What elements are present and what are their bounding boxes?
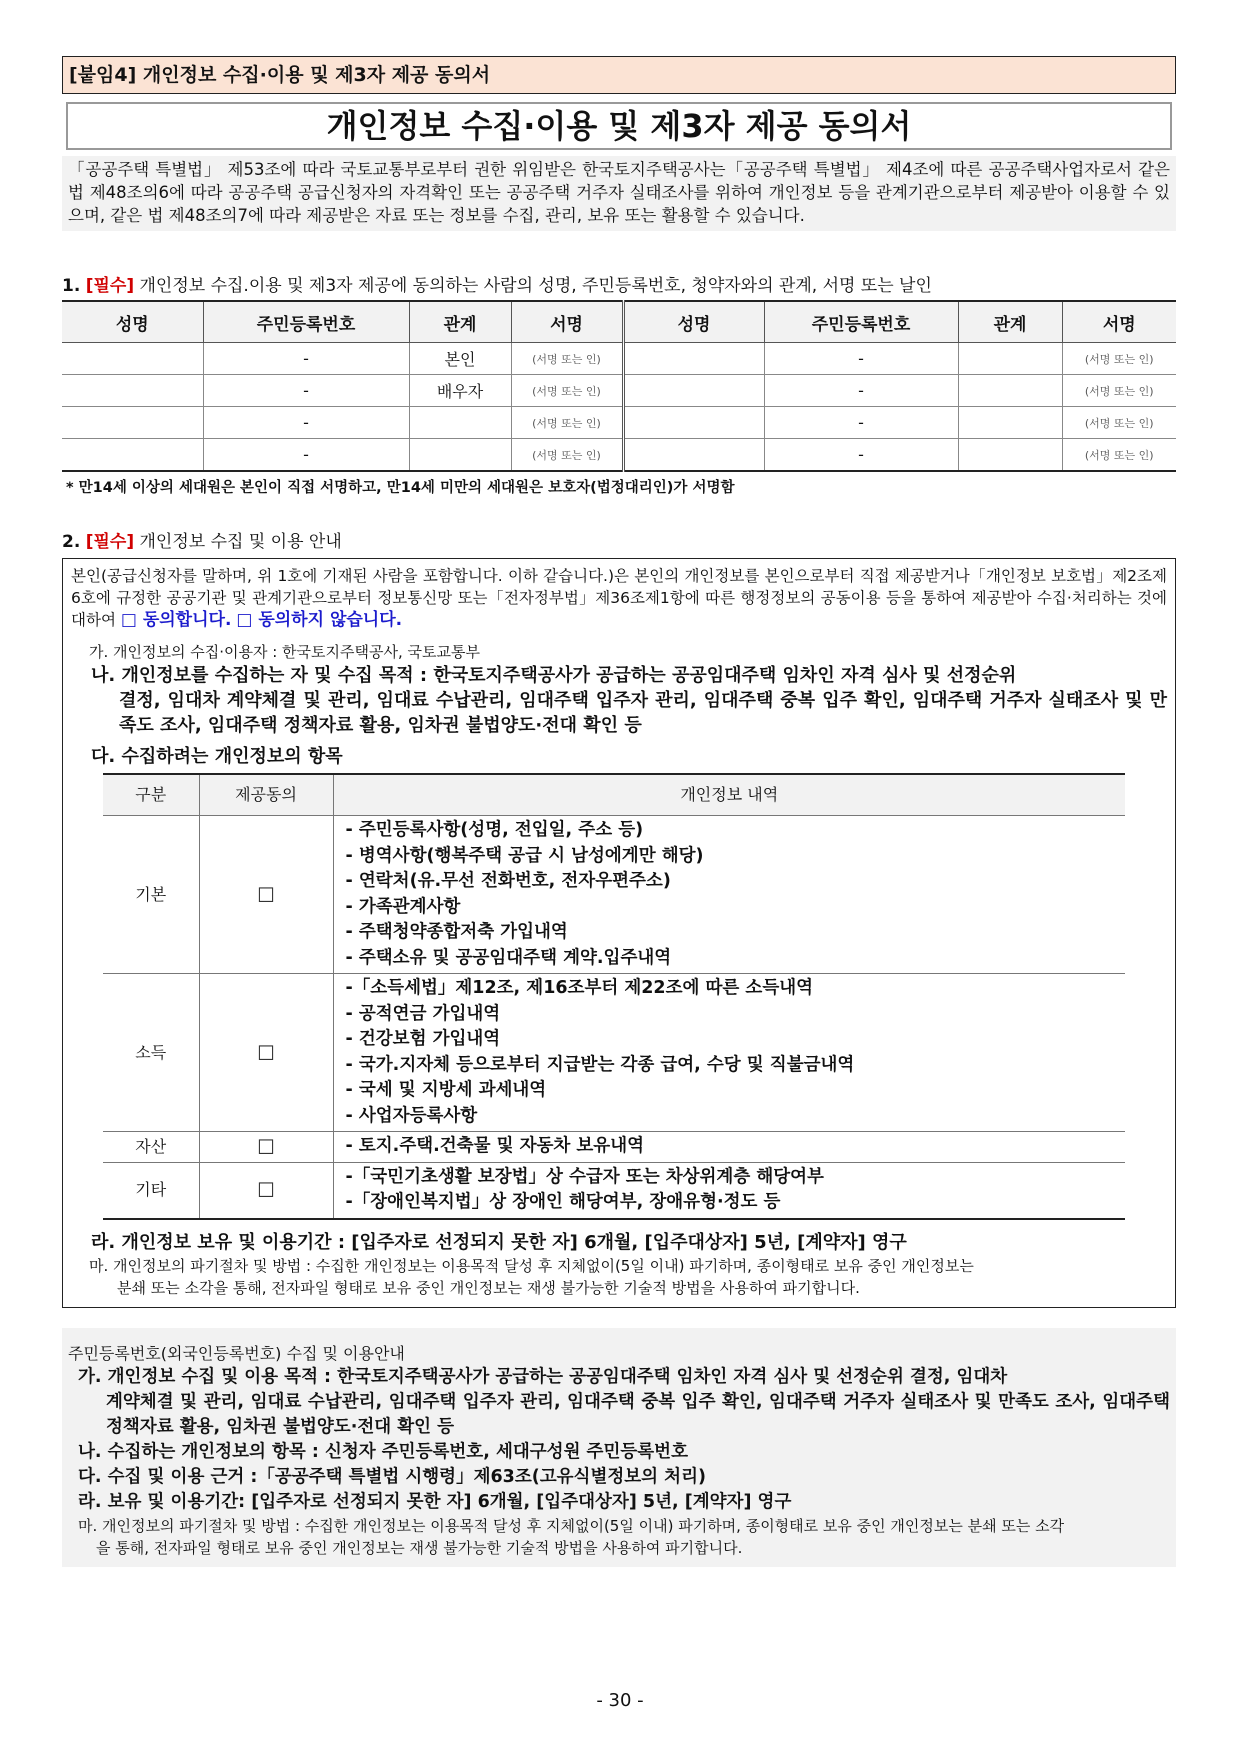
details-cell xyxy=(333,1132,1125,1163)
item-ma-cont: 분쇄 또는 소각을 통해, 전자파일 형태로 보유 중인 개인정보는 재생 불가능한 기술적 방법을 사용하여 파기합니다. xyxy=(117,1278,860,1297)
intro-paragraph: 「공공주택 특별법」 제53조에 따라 국토교통부로부터 권한 위임받은 한국토지주택공사는「공공주택 특별법」 제4조에 따른 공공주택사업자로서 같은 법 제48조의6에 따라 공공주택 공급신청자의 자격확인 또는 공공주택 거주자 실태조사를 위하여 개인정보 등을 관계기관으로부터 제공받아 이용할 수 있으며, 같은 법 제48조의7에 따라 제공받은 자료 또는 정보를 수집, 관리, 보유 또는 활용할 수 있습니다. xyxy=(62,156,1176,231)
document-title: 개인정보 수집·이용 및 제3자 제공 동의서 xyxy=(66,102,1172,150)
section1-number: 1. xyxy=(62,276,81,296)
s3-item-ra: 라. 보유 및 이용기간: [입주자로 선정되지 못한 자] 6개월, [입주대상자] 5년, [계약자] 영구 xyxy=(78,1491,792,1512)
s3-item-ma xyxy=(68,1515,1170,1559)
signature-table xyxy=(62,300,1176,472)
sign-cell[interactable]: (서명 또는 인) xyxy=(1062,439,1176,472)
table-row xyxy=(62,343,1176,375)
relation-cell[interactable] xyxy=(409,407,511,439)
list-item: - 주택소유 및 공공임대주택 계약.입주내역 xyxy=(345,947,672,968)
col-name: 성명 xyxy=(623,301,764,343)
item-ra: 라. 개인정보 보유 및 이용기간 : [입주자로 선정되지 못한 자] 6개월, [입주대상자] 5년, [계약자] 영구 xyxy=(91,1231,907,1253)
item-ga: 가. 개인정보의 수집·이용자 : 한국토지주택공사, 국토교통부 xyxy=(89,643,480,661)
item-na xyxy=(71,663,1167,738)
col-consent: 제공동의 xyxy=(199,774,333,816)
list-item: - 사업자등록사항 xyxy=(345,1105,478,1126)
id-cell[interactable]: - xyxy=(203,343,409,375)
consent-box xyxy=(62,558,1176,1308)
id-cell[interactable]: - xyxy=(203,375,409,407)
attachment-tag: [붙임4] 개인정보 수집·이용 및 제3자 제공 동의서 xyxy=(62,56,1176,94)
relation-cell[interactable] xyxy=(958,439,1062,472)
col-relation: 관계 xyxy=(958,301,1062,343)
table-row xyxy=(62,439,1176,472)
col-sign: 서명 xyxy=(1062,301,1176,343)
consent-text: 본인(공급신청자를 말하며, 위 1호에 기재된 사람을 포함합니다. 이하 같습니다.)은 본인의 개인정보를 본인으로부터 직접 제공받거나「개인정보 보호법」제2조제6호에 규정한 공공기관 및 관계기관으로부터 정보통신망 또는「전자정부법」제36조제1항에 따른 행정정보의 공동이용 등을 통하여 제공받아 수집·처리하는 것에 대하여 xyxy=(71,567,1167,629)
consent-checkbox[interactable]: ☐ xyxy=(199,974,333,1132)
id-cell[interactable]: - xyxy=(764,375,958,407)
resident-number-box xyxy=(62,1328,1176,1567)
section1-required: [필수] xyxy=(85,276,135,296)
list-item: - 주택청약종합저축 가입내역 xyxy=(345,922,568,942)
section1-text: 개인정보 수집.이용 및 제3자 제공에 동의하는 사람의 성명, 주민등록번호, 청약자와의 관계, 서명 또는 날인 xyxy=(139,276,932,296)
table-row xyxy=(62,407,1176,439)
name-cell[interactable] xyxy=(62,439,203,472)
table-row xyxy=(103,816,1125,974)
consent-paragraph xyxy=(71,565,1167,631)
name-cell[interactable] xyxy=(62,375,203,407)
list-item: - 주민등록사항(성명, 전입일, 주소 등) xyxy=(345,820,644,840)
name-cell[interactable] xyxy=(623,439,764,472)
table-row xyxy=(103,974,1125,1132)
sign-cell[interactable]: (서명 또는 인) xyxy=(511,343,623,375)
details-cell xyxy=(333,1162,1125,1219)
s3-ga-head: 가. 개인정보 수집 및 이용 목적 : 한국토지주택공사가 공급하는 공공임대주택 임차인 자격 심사 및 선정순위 결정, 임대차 xyxy=(78,1366,1008,1387)
list-item: - 공적연금 가입내역 xyxy=(345,1003,501,1024)
id-cell[interactable]: - xyxy=(203,407,409,439)
name-cell[interactable] xyxy=(623,407,764,439)
s3-ma-head: 마. 개인정보의 파기절차 및 방법 : 수집한 개인정보는 이용목적 달성 후 지체없이(5일 이내) 파기하며, 종이형태로 보유 중인 개인정보는 분쇄 또는 소각 xyxy=(78,1516,1065,1535)
item-ma-head: 마. 개인정보의 파기절차 및 방법 : 수집한 개인정보는 이용목적 달성 후 지체없이(5일 이내) 파기하며, 종이형태로 보유 중인 개인정보는 xyxy=(89,1256,974,1275)
sign-cell[interactable]: (서명 또는 인) xyxy=(511,407,623,439)
section3-title: 주민등록번호(외국인등록번호) 수집 및 이용안내 xyxy=(68,1343,405,1363)
col-category: 구분 xyxy=(103,774,199,816)
category-cell: 자산 xyxy=(103,1132,199,1163)
s3-item-na: 나. 수집하는 개인정보의 항목 : 신청자 주민등록번호, 세대구성원 주민등록번호 xyxy=(78,1441,688,1462)
sign-cell[interactable]: (서명 또는 인) xyxy=(1062,343,1176,375)
document-page xyxy=(62,56,1176,1567)
s3-item-ga xyxy=(68,1365,1170,1440)
sign-cell[interactable]: (서명 또는 인) xyxy=(511,375,623,407)
item-ma xyxy=(71,1255,1167,1299)
col-id: 주민등록번호 xyxy=(764,301,958,343)
list-item: -「소득세법」제12조, 제16조부터 제22조에 따른 소득내역 xyxy=(345,978,814,998)
list-item: - 병역사항(행복주택 공급 시 남성에게만 해당) xyxy=(345,845,704,866)
relation-cell[interactable] xyxy=(958,375,1062,407)
item-na-head: 나. 개인정보를 수집하는 자 및 수집 목적 : 한국토지주택공사가 공급하는 공공임대주택 임차인 자격 심사 및 선정순위 xyxy=(91,665,1017,686)
consent-checkbox[interactable]: ☐ xyxy=(199,1162,333,1219)
details-cell xyxy=(333,974,1125,1132)
col-relation: 관계 xyxy=(409,301,511,343)
item-na-cont: 결정, 임대차 계약체결 및 관리, 임대료 수납관리, 임대주택 입주자 관리, 임대주택 중복 입주 확인, 임대주택 거주자 실태조사 및 만족도 조사, 임대주택 정책자료 활용, 임차권 불법양도·전대 확인 등 xyxy=(119,690,1167,736)
list-item: - 토지.주택.건축물 및 자동차 보유내역 xyxy=(345,1136,645,1156)
category-cell: 기타 xyxy=(103,1162,199,1219)
signature-header-row xyxy=(62,301,1176,343)
name-cell[interactable] xyxy=(623,375,764,407)
sign-cell[interactable]: (서명 또는 인) xyxy=(1062,407,1176,439)
section2-text: 개인정보 수집 및 이용 안내 xyxy=(139,532,342,552)
name-cell[interactable] xyxy=(62,343,203,375)
list-item: - 건강보험 가입내역 xyxy=(345,1029,501,1049)
details-cell xyxy=(333,816,1125,974)
id-cell[interactable]: - xyxy=(764,407,958,439)
list-item: - 국세 및 지방세 과세내역 xyxy=(345,1080,547,1100)
s3-item-da: 다. 수집 및 이용 근거 :「공공주택 특별법 시행령」제63조(고유식별정보의 처리) xyxy=(78,1466,706,1487)
agree-checkbox[interactable]: □ 동의합니다. xyxy=(120,610,232,630)
sign-cell[interactable]: (서명 또는 인) xyxy=(511,439,623,472)
signature-note: * 만14세 이상의 세대원은 본인이 직접 서명하고, 만14세 미만의 세대원은 보호자(법정대리인)가 서명함 xyxy=(66,480,735,496)
name-cell[interactable] xyxy=(623,343,764,375)
list-item: -「국민기초생활 보장법」상 수급자 또는 차상위계층 해당여부 xyxy=(345,1166,824,1187)
id-cell[interactable]: - xyxy=(764,439,958,472)
relation-cell[interactable] xyxy=(958,407,1062,439)
relation-cell[interactable] xyxy=(409,439,511,472)
section2-required: [필수] xyxy=(85,532,135,552)
list-item: - 국가.지자체 등으로부터 지급받는 각종 급여, 수당 및 직불금내역 xyxy=(345,1054,855,1075)
relation-cell: 본인 xyxy=(409,343,511,375)
item-da: 다. 수집하려는 개인정보의 항목 xyxy=(91,746,343,767)
relation-cell: 배우자 xyxy=(409,375,511,407)
s3-ma-cont: 을 통해, 전자파일 형태로 보유 중인 개인정보는 재생 불가능한 기술적 방법을 사용하여 파기합니다. xyxy=(96,1538,743,1557)
consent-checkbox[interactable]: ☐ xyxy=(199,816,333,974)
table-row xyxy=(103,1132,1125,1163)
list-item: - 가족관계사항 xyxy=(345,896,461,917)
personal-info-items-table xyxy=(103,773,1125,1220)
section1-heading xyxy=(62,271,1176,296)
section2-heading xyxy=(62,527,1176,552)
category-cell: 소득 xyxy=(103,974,199,1132)
table-row xyxy=(62,375,1176,407)
name-cell[interactable] xyxy=(62,407,203,439)
sign-cell[interactable]: (서명 또는 인) xyxy=(1062,375,1176,407)
section2-number: 2. xyxy=(62,532,81,552)
list-item: - 연락처(유.무선 전화번호, 전자우편주소) xyxy=(345,871,671,891)
items-header-row xyxy=(103,774,1125,816)
col-sign: 서명 xyxy=(511,301,623,343)
category-cell: 기본 xyxy=(103,816,199,974)
id-cell[interactable]: - xyxy=(764,343,958,375)
col-id: 주민등록번호 xyxy=(203,301,409,343)
col-details: 개인정보 내역 xyxy=(333,774,1125,816)
table-row xyxy=(103,1162,1125,1219)
disagree-checkbox[interactable]: □ 동의하지 않습니다. xyxy=(236,610,403,630)
id-cell[interactable]: - xyxy=(203,439,409,472)
list-item: -「장애인복지법」상 장애인 해당여부, 장애유형·정도 등 xyxy=(345,1192,781,1212)
relation-cell[interactable] xyxy=(958,343,1062,375)
page-number: - 30 - xyxy=(596,1690,644,1711)
consent-checkbox[interactable]: ☐ xyxy=(199,1132,333,1163)
s3-ga-cont: 계약체결 및 관리, 임대료 수납관리, 임대주택 입주자 관리, 임대주택 중복 입주 확인, 임대주택 거주자 실태조사 및 만족도 조사, 임대주택 정책자료 활용, 임차권 불법양도·전대 확인 등 xyxy=(106,1391,1170,1437)
col-name: 성명 xyxy=(62,301,203,343)
